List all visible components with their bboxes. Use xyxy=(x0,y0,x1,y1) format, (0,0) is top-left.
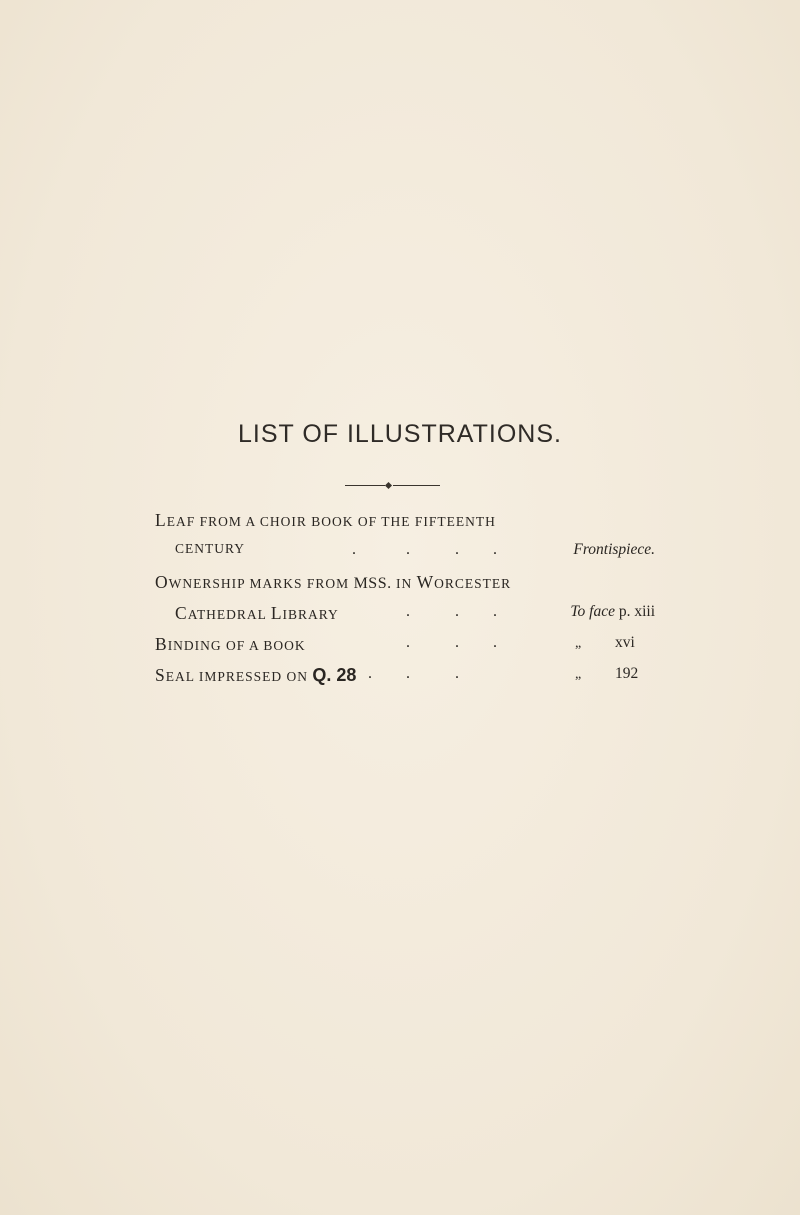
page-title: LIST OF ILLUSTRATIONS. xyxy=(238,420,562,448)
list-item-seal: SEAL IMPRESSED ON Q. 28 . . . „ 192 xyxy=(155,665,655,696)
list-item-binding: BINDING OF A BOOK . . . „ xvi xyxy=(155,634,655,665)
list-item-ownership-line2: CATHEDRAL LIBRARY . . . To face p. xiii xyxy=(175,603,655,623)
list-item-ownership-line1: OWNERSHIP MARKS FROM MSS. IN WORCESTER xyxy=(155,572,512,592)
page-reference: Frontispiece. xyxy=(573,541,655,558)
page-reference: To face p. xiii xyxy=(570,603,655,620)
list-item-leaf-line2: CENTURY . . . . Frontispiece. xyxy=(175,541,655,558)
illustrations-list xyxy=(155,510,655,696)
page-reference: „ 192 xyxy=(575,665,639,682)
page-reference: „ xvi xyxy=(575,634,635,651)
title-ornament xyxy=(345,483,440,489)
list-item-leaf-line1: LEAF FROM A CHOIR BOOK OF THE FIFTEENTH xyxy=(155,510,496,530)
